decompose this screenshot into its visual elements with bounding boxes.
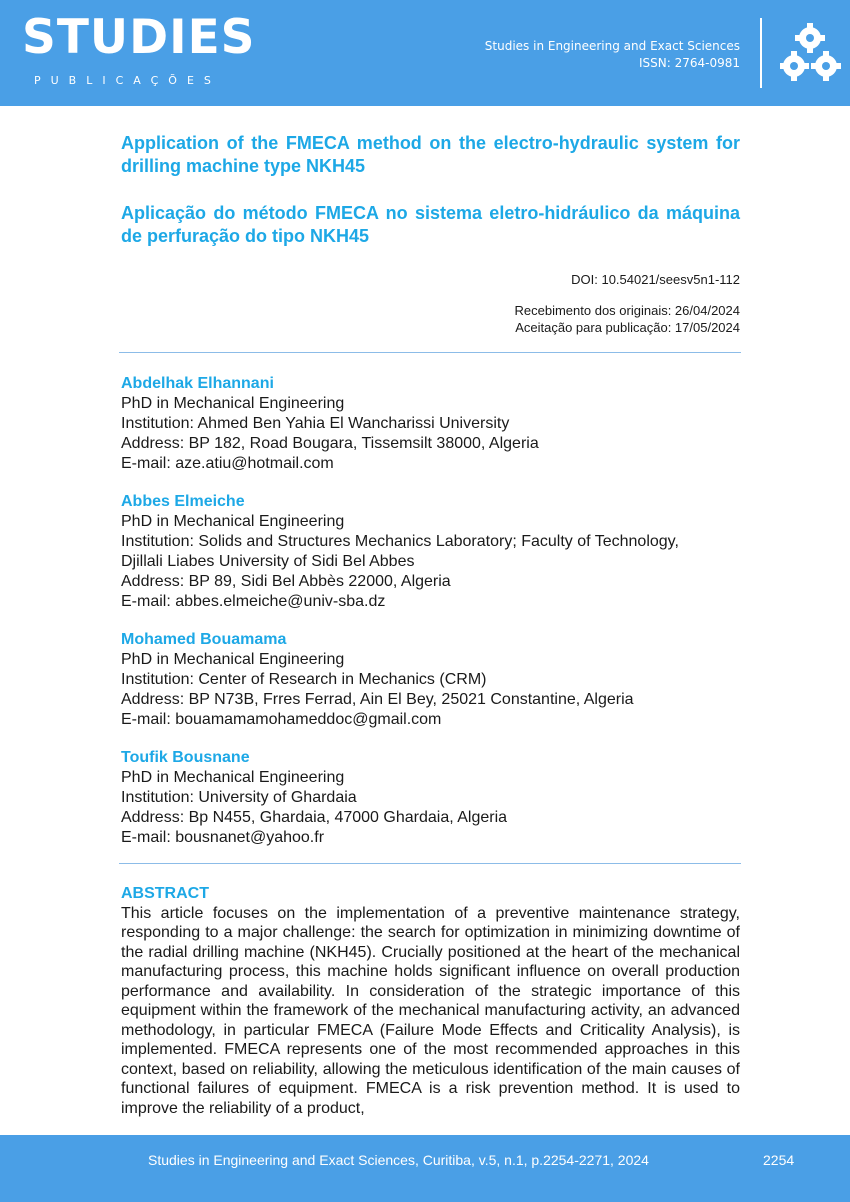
abstract-section [121,884,740,1118]
author-block [121,630,740,730]
received-line: Recebimento dos originais: 26/04/2024 [514,303,740,318]
paper-title-pt: Aplicação do método FMECA no sistema eletro-hidráulico da máquina de perfuração do tipo NKH45 [121,203,740,246]
author-institution-cont: Djillali Liabes University of Sidi Bel Abbes [121,553,415,570]
received-date [515,302,740,336]
journal-logo: STUDIES [22,10,256,65]
journal-logo-subtext: PUBLICAÇÕES [34,74,221,87]
author-email[interactable]: E-mail: aze.atiu@hotmail.com [121,455,334,472]
accepted-line: Aceitação para publicação: 17/05/2024 [515,320,740,335]
header-divider [760,18,762,88]
author-institution: Institution: Solids and Structures Mechanics Laboratory; Faculty of Technology, [121,533,679,550]
author-address: Address: BP N73B, Frres Ferrad, Ain El Bey, 25021 Constantine, Algeria [121,691,634,708]
divider-bottom [119,863,741,864]
divider-top [119,352,741,353]
footer-citation: Studies in Engineering and Exact Sciences, Curitiba, v.5, n.1, p.2254-2271, 2024 [148,1152,649,1168]
author-name: Abbes Elmeiche [121,493,245,510]
author-degree: PhD in Mechanical Engineering [121,513,345,530]
gears-icon [780,22,844,82]
page-number: 2254 [763,1152,795,1168]
author-block [121,492,740,612]
author-name: Mohamed Bouamama [121,631,287,648]
author-institution: Institution: Center of Research in Mechanics (CRM) [121,671,487,688]
author-email[interactable]: E-mail: bousnanet@yahoo.fr [121,829,325,846]
author-email[interactable]: E-mail: bouamamamohameddoc@gmail.com [121,711,442,728]
journal-name: Studies in Engineering and Exact Sciences [484,39,740,53]
journal-footer [0,1135,850,1202]
paper-title-en: Application of the FMECA method on the electro-hydraulic system for drilling machine type NKH45 [121,133,740,176]
author-email[interactable]: E-mail: abbes.elmeiche@univ-sba.dz [121,593,386,610]
author-institution: Institution: University of Ghardaia [121,789,357,806]
journal-name-block [485,38,740,72]
author-degree: PhD in Mechanical Engineering [121,395,345,412]
author-address: Address: Bp N455, Ghardaia, 47000 Ghardaia, Algeria [121,809,508,826]
abstract-text: This article focuses on the implementation of a preventive maintenance strategy, responding to a major challenge: the search for optimization in minimizing downtime of the radial drilling machine (NKH45). Crucially positioned at the heart of the mechanical manufacturing process, this machine holds significant influence on overall production performance and availability. In consideration of the strategic importance of this equipment within the framework of the mechanical manufacturing activity, an advanced methodology, in particular FMECA (Failure Mode Effects and Criticality Analysis), is implemented. FMECA represents one of the most recommended approaches in this context, based on reliability, allowing the meticulous identification of the main causes of functional failures of equipment. FMECA is a risk prevention method. It is used to improve the reliability of a product, [121,904,740,1117]
doi[interactable]: DOI: 10.54021/seesv5n1-112 [571,272,740,287]
author-name: Abdelhak Elhannani [121,375,274,392]
author-address: Address: BP 89, Sidi Bel Abbès 22000, Algeria [121,573,451,590]
author-name: Toufik Bousnane [121,749,250,766]
abstract-heading: ABSTRACT [121,885,209,902]
author-block [121,748,740,848]
author-degree: PhD in Mechanical Engineering [121,651,345,668]
author-address: Address: BP 182, Road Bougara, Tissemsilt 38000, Algeria [121,435,539,452]
journal-header [0,0,850,106]
author-institution: Institution: Ahmed Ben Yahia El Wancharissi University [121,415,510,432]
journal-issn: ISSN: 2764-0981 [638,56,740,70]
author-degree: PhD in Mechanical Engineering [121,769,345,786]
author-block [121,374,740,474]
